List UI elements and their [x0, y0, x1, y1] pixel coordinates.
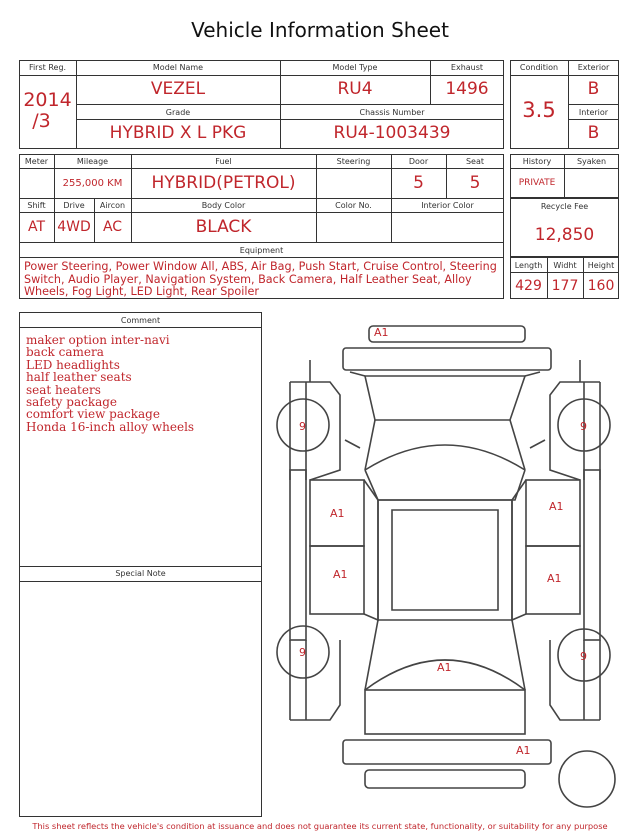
- equipment-label: Equipment: [239, 246, 284, 255]
- damage-left-rear-door: A1: [333, 568, 348, 581]
- model-name-value: VEZEL: [150, 79, 206, 99]
- damage-roof-rear: A1: [437, 661, 452, 674]
- grade-label: Grade: [165, 108, 191, 117]
- chassis-value: RU4-1003439: [333, 123, 451, 143]
- door-label: Door: [408, 157, 429, 166]
- damage-right-front-door: A1: [549, 500, 564, 513]
- chassis-label: Chassis Number: [359, 108, 425, 117]
- shift-value: AT: [27, 219, 46, 235]
- body-color-label: Body Color: [201, 201, 246, 210]
- history-value: PRIVATE: [518, 178, 556, 188]
- car-damage-diagram: [270, 318, 620, 818]
- disclaimer-footer: This sheet reflects the vehicle's condition at issuance and does not guarantee its current state, functionality, or suitability for any purpose: [32, 821, 608, 831]
- drive-value: 4WD: [57, 219, 91, 235]
- meter-label: Meter: [24, 157, 49, 166]
- comment-item: safety package: [26, 395, 118, 410]
- comment-list: [26, 334, 256, 433]
- exterior-value: B: [587, 79, 600, 99]
- syaken-label: Syaken: [576, 157, 607, 166]
- damage-rear-right-tire: 9: [580, 650, 587, 663]
- height-label: Height: [587, 261, 615, 270]
- comment-item: comfort view package: [26, 407, 160, 422]
- aircon-label: Aircon: [99, 201, 126, 210]
- interior-label: Interior: [578, 108, 609, 117]
- mileage-label: Mileage: [76, 157, 109, 166]
- height-value: 160: [587, 278, 615, 294]
- damage-rear-bumper: A1: [516, 744, 531, 757]
- recycle-fee-value: 12,850: [534, 225, 595, 245]
- length-value: 429: [515, 278, 542, 294]
- exhaust-label: Exhaust: [450, 63, 484, 72]
- recycle-fee-label: Recycle Fee: [540, 202, 589, 211]
- fuel-value: HYBRID(PETROL): [151, 173, 296, 193]
- history-label: History: [522, 157, 552, 166]
- seat-label: Seat: [465, 157, 485, 166]
- comment-item: back camera: [26, 345, 104, 360]
- comment-label: Comment: [120, 316, 161, 325]
- condition-value: 3.5: [522, 98, 556, 122]
- first-reg-year: 2014: [23, 89, 72, 111]
- interior-value: B: [587, 123, 600, 143]
- width-label: Widht: [553, 261, 577, 270]
- damage-left-front-door: A1: [330, 507, 345, 520]
- width-value: 177: [551, 278, 579, 294]
- steering-label: Steering: [336, 157, 371, 166]
- color-no-label: Color No.: [335, 201, 372, 210]
- first-reg-label: First Reg.: [28, 63, 67, 72]
- exhaust-value: 1496: [445, 79, 489, 99]
- aircon-value: AC: [102, 219, 123, 235]
- equipment-value: Power Steering, Power Window All, ABS, Air Bag, Push Start, Cruise Control, Steering Switch, Audio Player, Navigation System, Back Camera, Half Leather Seat, Alloy Wheels, Fog Light, LED Light, Rear Spoiler: [24, 260, 497, 298]
- comment-item: Honda 16-inch alloy wheels: [26, 419, 195, 434]
- special-note-label: Special Note: [115, 569, 166, 578]
- damage-right-rear-door: A1: [547, 572, 562, 585]
- damage-front-right-tire: 9: [580, 420, 587, 433]
- length-label: Length: [514, 261, 543, 270]
- seat-value: 5: [469, 173, 481, 193]
- first-reg-month: /3: [32, 110, 51, 132]
- sheet-title: Vehicle Information Sheet: [191, 18, 449, 42]
- damage-front-left-tire: 9: [299, 420, 306, 433]
- damage-rear-left-tire: 9: [299, 646, 306, 659]
- model-type-label: Model Type: [332, 63, 378, 72]
- model-name-label: Model Name: [152, 63, 204, 72]
- grade-value: HYBRID X L PKG: [109, 123, 247, 143]
- body-color-value: BLACK: [195, 217, 252, 237]
- drive-label: Drive: [63, 201, 85, 210]
- interior-color-label: Interior Color: [421, 201, 474, 210]
- exterior-label: Exterior: [577, 63, 610, 72]
- comment-item: LED headlights: [26, 357, 120, 372]
- model-type-value: RU4: [337, 79, 373, 99]
- condition-label: Condition: [519, 63, 559, 72]
- damage-front-bumper: A1: [374, 326, 389, 339]
- comment-item: maker option inter-navi: [26, 333, 170, 347]
- mileage-value: 255,000 KM: [62, 178, 123, 189]
- fuel-label: Fuel: [215, 157, 232, 166]
- shift-label: Shift: [27, 201, 46, 210]
- comment-item: seat heaters: [26, 382, 101, 397]
- comment-item: half leather seats: [26, 370, 132, 385]
- door-value: 5: [413, 173, 424, 193]
